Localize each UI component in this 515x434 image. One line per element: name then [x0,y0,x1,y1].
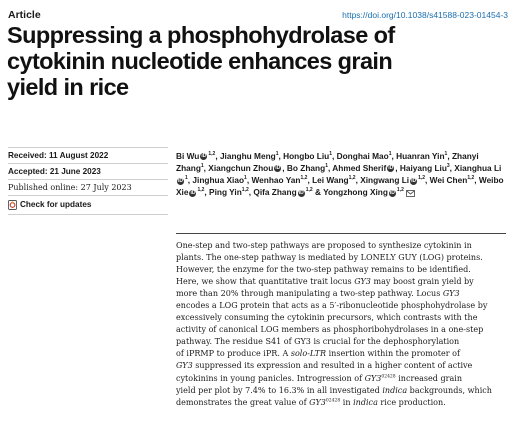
affiliation-marker: 1,2 [396,187,404,194]
abstract-line: activity of canonical LOG members as phosphoribohydrolases in a one-step [176,325,484,335]
abstract-line: demonstrates the great value of $GY3^{02428}$ in indica rice production. [176,397,446,407]
abstract-line: plants. The one-step pathway is mediated by LONELY GUY (LOG) proteins. [176,253,483,263]
author-name[interactable]: Xingwang Li iD $^{1,2}$ [360,175,426,186]
author-name[interactable]: Ahmed Sherif iD [332,163,394,174]
author-name[interactable]: Donghai Mao$^1$ [336,151,392,161]
affiliation-marker: 1 [444,151,448,158]
abstract-line: encodes a LOG protein that acts as a 5′-ribonucleotide phosphohydrolase by [176,301,488,311]
published-date: Published online: 27 July 2023 [8,180,168,196]
author-name[interactable]: Ping Yin$^{1,2}$ [209,187,249,198]
title-line: cytokinin nucleotide enhances grain [7,48,393,74]
abstract-line: GY3 suppressed its expression and resulted in a higher content of active [176,361,473,371]
divider [176,233,506,234]
abstract-line: more than 20% through manipulating a two-step pathway. Locus GY3 [176,289,460,299]
orcid-icon[interactable]: iD [178,177,183,184]
author-name[interactable]: Zhanyi Zhang$^1$ [176,151,479,174]
author-name[interactable]: Xianghua LiiD $^1$ [178,163,502,184]
author-name[interactable]: Hongbo Liu$^1$ [283,151,332,161]
accepted-date: Accepted: 21 June 2023 [8,164,168,180]
author-name[interactable]: Wei Chen$^{1,2}$ [429,175,475,186]
orcid-icon[interactable]: iD [275,165,281,172]
title-line: yield in rice [7,74,129,100]
affiliation-marker: 1,2 [300,175,308,182]
author-name[interactable]: Yongzhong Xing iD $^{1,2}$ [323,187,415,197]
abstract-line: excessively consuming the cytokinin precursors, which contrasts with the [176,313,478,323]
orcid-icon[interactable]: iD [388,165,394,172]
affiliation-marker: 1,2 [467,175,475,182]
received-date: Received: 11 August 2022 [8,147,168,164]
affiliation-marker: 1,2 [241,187,249,194]
orcid-icon[interactable]: iD [298,189,304,196]
abstract-line: cytokinins in young panicles. Introgression of $GY3^{02428}$ increased grain [176,373,463,383]
section-label: Article [8,9,41,21]
affiliation-marker: 1 [185,175,188,182]
affiliation-marker: 1,2 [348,175,356,182]
affiliation-marker: 3 [446,163,450,170]
affiliation-marker: 1,2 [418,175,426,182]
affiliation-marker: 1,2 [305,187,313,194]
affiliation-marker: 1 [388,151,392,158]
author-name[interactable]: Xiangchun Zhou iD [208,163,281,174]
author-name[interactable]: Wenhao Yan$^{1,2}$ [251,175,308,186]
author-name[interactable]: Qifa Zhang iD $^{1,2}$ [253,187,313,198]
abstract-line: However, the enzyme for the two-step pathway remains to be identified. [176,265,471,275]
check-for-updates-icon [8,200,17,210]
abstract [176,240,508,409]
orcid-icon[interactable]: iD [201,153,207,160]
article-title [7,22,507,100]
abstract-line: pathway. The residue S41 of GY3 is crucial for the dephosphorylation [176,337,460,347]
orcid-icon[interactable]: iD [411,177,417,184]
title-line: Suppressing a phosphohydrolase of [7,22,395,48]
affiliation-marker: 1 [325,163,328,170]
email-icon[interactable] [406,190,415,197]
doi-link[interactable]: https://doi.org/10.1038/s41588-023-01454-3 [342,10,508,20]
author-name[interactable]: Haiyang Liu$^3$ [399,163,450,174]
author-name[interactable]: Jianghu Meng$^1$ [219,151,279,161]
author-name[interactable]: Jinghua Xiao$^1$ [192,175,247,186]
check-for-updates-button[interactable]: Check for updates [8,196,168,215]
publication-dates [8,147,168,215]
abstract-line: yield per plot by 7.4% to 16.3% in all investigated indica backgrounds, which [176,385,492,395]
author-name[interactable]: Huanran Yin$^1$ [396,151,448,161]
author-name[interactable]: Bi Wu iD $^{1,2}$ [176,151,216,161]
abstract-line: One-step and two-step pathways are proposed to synthesize cytokinin in [176,241,472,250]
affiliation-marker: 1 [200,163,204,170]
author-name[interactable]: Lei Wang$^{1,2}$ [312,175,356,186]
affiliation-marker: 1 [329,151,332,158]
abstract-line: Here, we show that quantitative trait locus GY3 may boost grain yield by [176,277,474,287]
affiliation-marker: 1,2 [208,151,216,158]
author-list: Bi Wu iD $^{1,2}$, Jianghu Meng$^1$, Hongbo Liu$^1$, Donghai Mao$^1$, Huanran Yin$^1$, Zhanyi Zhang$^1$, Xiangchun Zhou iD , Bo Zhang$^1$, Ahmed Sherif iD , Haiyang Liu$^3$, Xianghua LiiD $^1$, Jinghua Xiao$^1$, Wenhao Yan$^{1,2}$, Lei Wang$^{1,2}$, Xingwang Li iD $^{1,2}$, Wei Chen$^{1,2}$, Weibo Xie iD $^{1,2}$, Ping Yin$^{1,2}$, Qifa Zhang iD $^{1,2}$ & Yongzhong Xing iD $^{1,2}$ [176,151,504,198]
orcid-icon[interactable]: iD [190,189,196,196]
affiliation-marker: 1,2 [197,187,205,194]
affiliation-marker: 1 [244,175,247,182]
abstract-line: of iPRMP to produce iPR. A solo-LTR insertion within the promoter of [176,349,460,359]
author-name[interactable]: Weibo Xie iD $^{1,2}$ [176,175,504,198]
orcid-icon[interactable]: iD [389,189,395,196]
affiliation-marker: 1 [275,151,279,158]
author-name[interactable]: Bo Zhang$^1$ [286,163,328,174]
